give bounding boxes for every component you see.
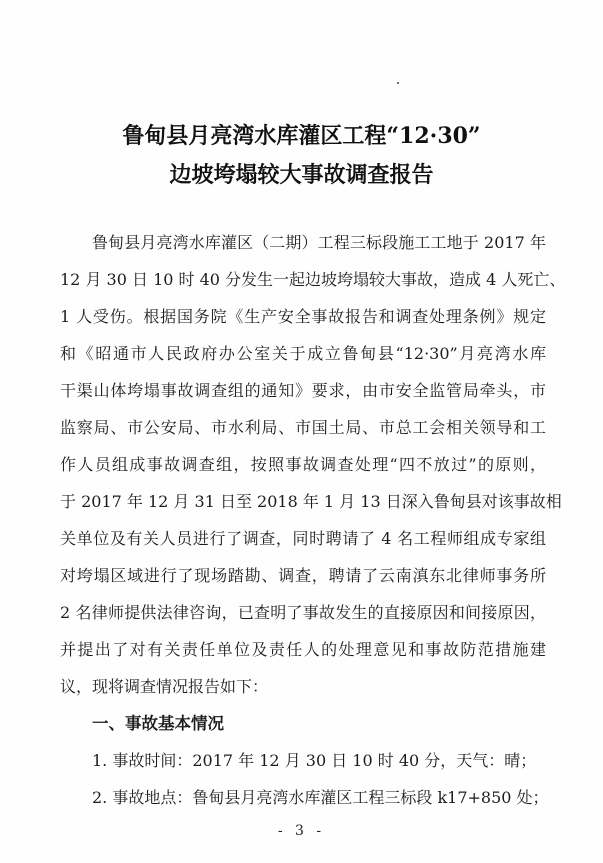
paragraph-line: 监察局、市公安局、市水利局、市国土局、市总工会相关领导和工: [60, 418, 546, 437]
paragraph-line: 12 月 30 日 10 时 40 分发生一起边坡垮塌较大事故，造成 4 人死亡、: [60, 270, 566, 289]
page-number: - 3 -: [277, 823, 326, 839]
paragraph-line: 鲁甸县月亮湾水库灌区（二期）工程三标段施工工地于 2017 年: [92, 233, 546, 252]
paragraph-line: 1 人受伤。根据国务院《生产安全事故报告和调查处理条例》规定: [60, 307, 546, 326]
paragraph-line: 并提出了对有关责任单位及责任人的处理意见和事故防范措施建: [60, 640, 546, 659]
paragraph-line: 2 名律师提供法律咨询，已查明了事故发生的直接原因和间接原因，: [60, 603, 546, 622]
scan-speck: [397, 82, 399, 84]
document-title-line-2: 边坡垮塌较大事故调查报告: [169, 162, 434, 188]
paragraph-line: 于 2017 年 12 月 31 日至 2018 年 1 月 13 日深入鲁甸县对该事故相: [60, 492, 562, 511]
paragraph-line: 关单位及有关人员进行了调查，同时聘请了 4 名工程师组成专家组: [60, 529, 546, 548]
paragraph-line: 和《昭通市人民政府办公室关于成立鲁甸县“12·30”月亮湾水库: [60, 344, 546, 363]
paragraph-line: 作人员组成事故调查组，按照事故调查处理“四不放过”的原则，: [60, 455, 546, 474]
paragraph-line: 对垮塌区域进行了现场踏勘、调查，聘请了云南滇东北律师事务所: [60, 566, 546, 585]
paragraph-line: 干渠山体垮塌事故调查组的通知》要求，由市安全监管局牵头，市: [60, 381, 546, 400]
paragraph-line: 议，现将调查情况报告如下：: [60, 677, 269, 696]
list-item-accident-location: 2. 事故地点：鲁甸县月亮湾水库灌区工程三标段 k17+850 处；: [92, 788, 549, 807]
list-item-accident-time: 1. 事故时间：2017 年 12 月 30 日 10 时 40 分，天气：晴；: [92, 751, 537, 770]
document-title-line-1: 鲁甸县月亮湾水库灌区工程“12·30”: [122, 123, 481, 149]
section-heading: 一、事故基本情况: [92, 714, 224, 733]
